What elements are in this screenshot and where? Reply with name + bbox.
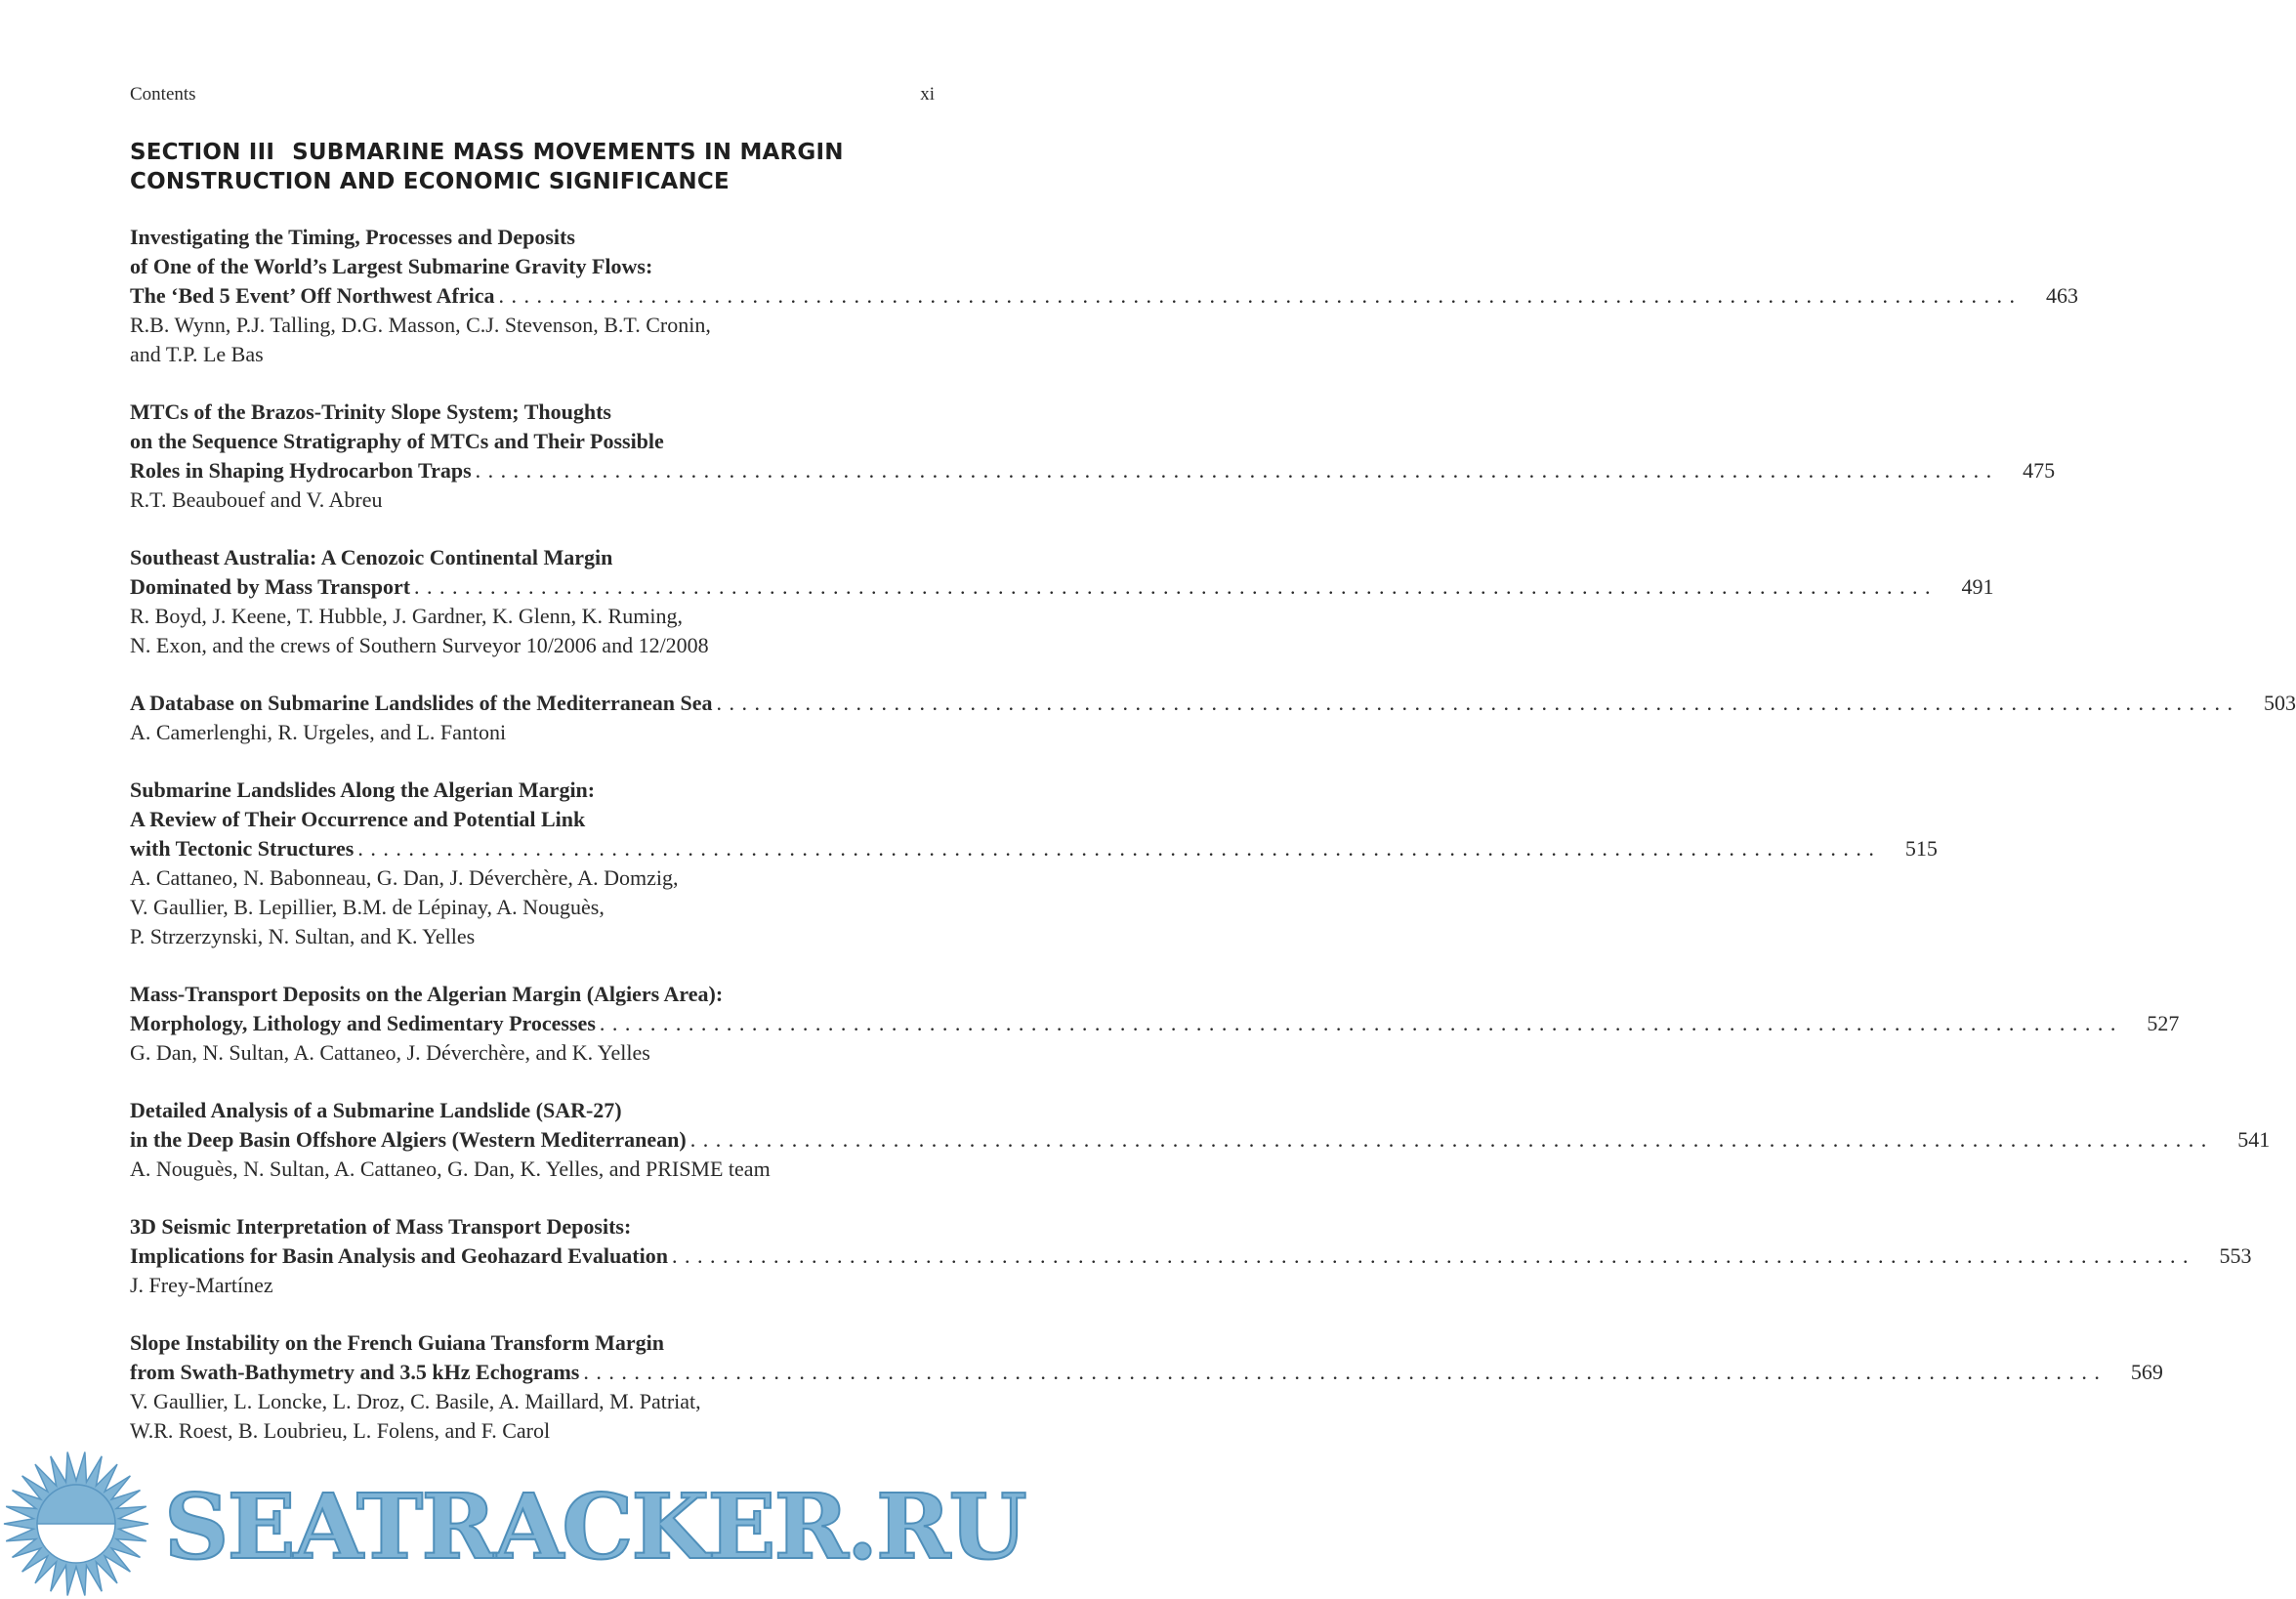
chapter-title-text: from Swath-Bathymetry and 3.5 kHz Echograms <box>130 1360 580 1384</box>
chapter-title-line <box>130 456 2056 485</box>
author-line: A. Nouguès, N. Sultan, A. Cattaneo, G. Dan, K. Yelles, and PRISME team <box>130 1157 771 1181</box>
table-of-contents <box>130 223 2296 1474</box>
dot-leader: . . . . . . . . . . . . . . . . . . . . . . . . . . . . . . . . . . . . . . . . . . . . . . . . . . . . . . . . . . . . . . . . . . . . . . . . . . . . . . . . . . . . . . . . . . . . . . . . . . . . . . . . . . . . . . . . . . . . . . . . <box>599 1011 2117 1035</box>
chapter-authors <box>130 1271 935 1300</box>
toc-entry[interactable] <box>130 776 1938 951</box>
toc-entry[interactable] <box>130 980 2180 1068</box>
chapter-page-number: 503 <box>2263 691 2296 715</box>
dot-leader: . . . . . . . . . . . . . . . . . . . . . . . . . . . . . . . . . . . . . . . . . . . . . . . . . . . . . . . . . . . . . . . . . . . . . . . . . . . . . . . . . . . . . . . . . . . . . . . . . . . . . . . . . . . . . . . . . . . . . . . . <box>689 1127 2208 1152</box>
chapter-title <box>130 1096 2271 1155</box>
chapter-title-text: Implications for Basin Analysis and Geohazard Evaluation <box>130 1243 668 1268</box>
watermark-text: SEATRACKER.RU <box>164 1474 1025 1579</box>
dot-leader: . . . . . . . . . . . . . . . . . . . . . . . . . . . . . . . . . . . . . . . . . . . . . . . . . . . . . . . . . . . . . . . . . . . . . . . . . . . . . . . . . . . . . . . . . . . . . . . . . . . . . . . . . . . . . . . . . . . . . . . . <box>414 574 1932 599</box>
chapter-title-line <box>130 572 1994 602</box>
chapter-title-line <box>130 1358 2163 1387</box>
section-heading-line-1 <box>130 138 911 167</box>
author-line: P. Strzerzynski, N. Sultan, and K. Yelles <box>130 924 476 948</box>
chapter-title-line: Investigating the Timing, Processes and Deposits <box>130 225 575 249</box>
author-line: V. Gaullier, L. Loncke, L. Droz, C. Basile, A. Maillard, M. Patriat, <box>130 1389 701 1413</box>
chapter-title-text: with Tectonic Structures <box>130 836 355 861</box>
toc-entry[interactable] <box>130 1096 2271 1184</box>
author-line: G. Dan, N. Sultan, A. Cattaneo, J. Déverchère, and K. Yelles <box>130 1040 650 1065</box>
chapter-authors <box>130 602 935 660</box>
dot-leader: . . . . . . . . . . . . . . . . . . . . . . . . . . . . . . . . . . . . . . . . . . . . . . . . . . . . . . . . . . . . . . . . . . . . . . . . . . . . . . . . . . . . . . . . . . . . . . . . . . . . . . . . . . . . . . . . . . . . . . . . <box>671 1243 2190 1268</box>
chapter-authors <box>130 311 935 369</box>
dot-leader: . . . . . . . . . . . . . . . . . . . . . . . . . . . . . . . . . . . . . . . . . . . . . . . . . . . . . . . . . . . . . . . . . . . . . . . . . . . . . . . . . . . . . . . . . . . . . . . . . . . . . . . . . . . . . . . . . . . . . . . . <box>583 1360 2101 1384</box>
chapter-authors <box>130 1038 935 1068</box>
chapter-title <box>130 689 2296 718</box>
toc-entry[interactable] <box>130 689 2296 747</box>
toc-entry[interactable] <box>130 398 2056 515</box>
chapter-page-number: 553 <box>2219 1243 2252 1268</box>
chapter-authors <box>130 1155 935 1184</box>
chapter-title <box>130 776 1938 863</box>
chapter-title-line <box>130 281 2079 311</box>
chapter-authors <box>130 1387 935 1446</box>
toc-entry[interactable] <box>130 223 2079 369</box>
author-line: R. Boyd, J. Keene, T. Hubble, J. Gardner, K. Glenn, K. Ruming, <box>130 604 683 628</box>
chapter-title-line: Mass-Transport Deposits on the Algerian Margin (Algiers Area): <box>130 982 724 1006</box>
page-number: xi <box>920 84 935 105</box>
chapter-authors <box>130 718 935 747</box>
chapter-page-number: 569 <box>2130 1360 2163 1384</box>
chapter-page-number: 475 <box>2023 458 2056 483</box>
chapter-title-text: in the Deep Basin Offshore Algiers (Western Mediterranean) <box>130 1127 687 1152</box>
chapter-title-line: Detailed Analysis of a Submarine Landslide (SAR-27) <box>130 1098 622 1122</box>
chapter-title-text: Dominated by Mass Transport <box>130 574 411 599</box>
chapter-title-line <box>130 1009 2180 1038</box>
author-line: A. Cattaneo, N. Babonneau, G. Dan, J. Déverchère, A. Domzig, <box>130 865 679 890</box>
chapter-page-number: 541 <box>2237 1127 2271 1152</box>
chapter-page-number: 527 <box>2147 1011 2180 1035</box>
author-line: W.R. Roest, B. Loubrieu, L. Folens, and F. Carol <box>130 1418 551 1443</box>
chapter-title-line: Southeast Australia: A Cenozoic Continental Margin <box>130 545 613 569</box>
author-line: V. Gaullier, B. Lepillier, B.M. de Lépinay, A. Nouguès, <box>130 895 605 919</box>
chapter-title-text: The ‘Bed 5 Event’ Off Northwest Africa <box>130 283 495 308</box>
dot-leader: . . . . . . . . . . . . . . . . . . . . . . . . . . . . . . . . . . . . . . . . . . . . . . . . . . . . . . . . . . . . . . . . . . . . . . . . . . . . . . . . . . . . . . . . . . . . . . . . . . . . . . . . . . . . . . . . . . . . . . . . <box>357 836 1875 861</box>
toc-entry[interactable] <box>130 1212 2252 1300</box>
chapter-title-line <box>130 689 2296 718</box>
chapter-title-line: on the Sequence Stratigraphy of MTCs and Their Possible <box>130 429 664 453</box>
author-line: J. Frey-Martínez <box>130 1273 273 1297</box>
chapter-title-line <box>130 1125 2271 1155</box>
section-number: SECTION III <box>130 140 275 165</box>
section-title-line: CONSTRUCTION AND ECONOMIC SIGNIFICANCE <box>130 169 730 194</box>
section-heading <box>130 138 911 196</box>
section-title-line: SUBMARINE MASS MOVEMENTS IN MARGIN <box>292 140 844 165</box>
author-line: A. Camerlenghi, R. Urgeles, and L. Fantoni <box>130 720 507 744</box>
chapter-title-line <box>130 1241 2252 1271</box>
chapter-title-line: Slope Instability on the French Guiana Transform Margin <box>130 1330 664 1355</box>
chapter-authors <box>130 863 935 951</box>
chapter-title <box>130 1212 2252 1271</box>
chapter-title-line: of One of the World’s Largest Submarine Gravity Flows: <box>130 254 653 278</box>
chapter-title-line: Submarine Landslides Along the Algerian Margin: <box>130 778 596 802</box>
author-line: R.T. Beaubouef and V. Abreu <box>130 487 383 512</box>
toc-entry[interactable] <box>130 543 1994 660</box>
chapter-title-line: 3D Seismic Interpretation of Mass Transport Deposits: <box>130 1214 632 1239</box>
chapter-title <box>130 223 2079 311</box>
author-line: and T.P. Le Bas <box>130 342 264 366</box>
running-head-title: Contents <box>130 84 196 105</box>
chapter-title-line: A Review of Their Occurrence and Potential Link <box>130 807 586 831</box>
chapter-page-number: 491 <box>1961 574 1994 599</box>
chapter-title-text: Morphology, Lithology and Sedimentary Processes <box>130 1011 596 1035</box>
chapter-title-text: Roles in Shaping Hydrocarbon Traps <box>130 458 472 483</box>
author-line: N. Exon, and the crews of Southern Surveyor 10/2006 and 12/2008 <box>130 633 709 657</box>
chapter-authors <box>130 485 935 515</box>
dot-leader: . . . . . . . . . . . . . . . . . . . . . . . . . . . . . . . . . . . . . . . . . . . . . . . . . . . . . . . . . . . . . . . . . . . . . . . . . . . . . . . . . . . . . . . . . . . . . . . . . . . . . . . . . . . . . . . . . . . . . . . . <box>475 458 1993 483</box>
chapter-page-number: 515 <box>1904 836 1938 861</box>
chapter-title <box>130 543 1994 602</box>
author-line: R.B. Wynn, P.J. Talling, D.G. Masson, C.J. Stevenson, B.T. Cronin, <box>130 313 711 337</box>
chapter-title-line <box>130 834 1938 863</box>
toc-entry[interactable] <box>130 1328 2163 1446</box>
chapter-title-line: MTCs of the Brazos-Trinity Slope System; Thoughts <box>130 400 611 424</box>
chapter-title-text: A Database on Submarine Landslides of the Mediterranean Sea <box>130 691 713 715</box>
dot-leader: . . . . . . . . . . . . . . . . . . . . . . . . . . . . . . . . . . . . . . . . . . . . . . . . . . . . . . . . . . . . . . . . . . . . . . . . . . . . . . . . . . . . . . . . . . . . . . . . . . . . . . . . . . . . . . . . . . . . . . . . <box>498 283 2017 308</box>
chapter-title <box>130 398 2056 485</box>
chapter-page-number: 463 <box>2046 283 2079 308</box>
dot-leader: . . . . . . . . . . . . . . . . . . . . . . . . . . . . . . . . . . . . . . . . . . . . . . . . . . . . . . . . . . . . . . . . . . . . . . . . . . . . . . . . . . . . . . . . . . . . . . . . . . . . . . . . . . . . . . . . . . . . . . . . <box>716 691 2233 715</box>
chapter-title <box>130 980 2180 1038</box>
chapter-title <box>130 1328 2163 1387</box>
